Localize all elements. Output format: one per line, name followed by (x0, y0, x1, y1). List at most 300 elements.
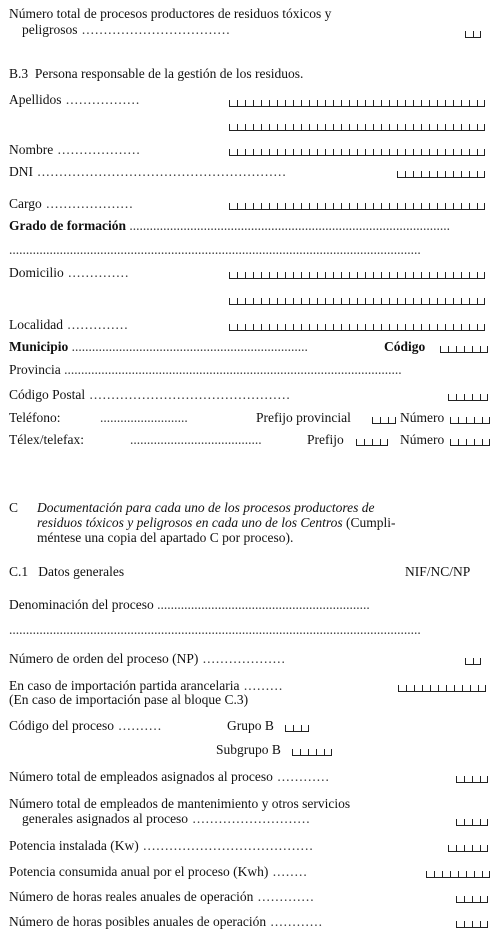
char-cell[interactable] (456, 845, 464, 852)
char-cell[interactable] (405, 203, 413, 210)
char-cell[interactable] (448, 346, 456, 353)
char-cell[interactable] (405, 124, 413, 131)
char-cell[interactable] (325, 272, 333, 279)
char-cell[interactable] (373, 203, 381, 210)
char-cell[interactable] (245, 149, 253, 156)
char-cell[interactable] (285, 725, 293, 732)
char-cell[interactable] (237, 100, 245, 107)
char-cell[interactable] (421, 149, 429, 156)
domicilio-field-1[interactable] (229, 268, 485, 279)
char-cell[interactable] (397, 100, 405, 107)
char-cell[interactable] (317, 203, 325, 210)
char-cell[interactable] (461, 298, 469, 305)
char-cell[interactable] (372, 439, 380, 446)
char-cell[interactable] (357, 272, 365, 279)
char-cell[interactable] (472, 776, 480, 783)
char-cell[interactable] (421, 124, 429, 131)
char-cell[interactable] (325, 298, 333, 305)
char-cell[interactable] (480, 921, 488, 928)
char-cell[interactable] (472, 346, 480, 353)
char-cell[interactable] (341, 298, 349, 305)
char-cell[interactable] (472, 819, 480, 826)
char-cell[interactable] (309, 100, 317, 107)
char-cell[interactable] (381, 203, 389, 210)
char-cell[interactable] (245, 100, 253, 107)
char-cell[interactable] (341, 100, 349, 107)
char-cell[interactable] (474, 871, 482, 878)
char-cell[interactable] (301, 100, 309, 107)
char-cell[interactable] (445, 272, 453, 279)
char-cell[interactable] (469, 124, 477, 131)
char-cell[interactable] (480, 845, 488, 852)
char-cell[interactable] (277, 272, 285, 279)
char-cell[interactable] (445, 298, 453, 305)
char-cell[interactable] (456, 346, 464, 353)
localidad-field[interactable] (229, 320, 485, 331)
char-cell[interactable] (293, 100, 301, 107)
char-cell[interactable] (333, 124, 341, 131)
char-cell[interactable] (389, 100, 397, 107)
char-cell[interactable] (301, 324, 309, 331)
char-cell[interactable] (237, 298, 245, 305)
char-cell[interactable] (269, 298, 277, 305)
char-cell[interactable] (324, 749, 332, 756)
total-procesos-field[interactable] (465, 27, 481, 38)
char-cell[interactable] (456, 896, 464, 903)
char-cell[interactable] (301, 124, 309, 131)
char-cell[interactable] (333, 324, 341, 331)
char-cell[interactable] (229, 272, 237, 279)
char-cell[interactable] (450, 439, 458, 446)
char-cell[interactable] (229, 298, 237, 305)
char-cell[interactable] (269, 124, 277, 131)
char-cell[interactable] (469, 272, 477, 279)
dni-field[interactable] (397, 167, 485, 178)
char-cell[interactable] (397, 298, 405, 305)
numero-orden-field[interactable] (465, 654, 481, 665)
char-cell[interactable] (398, 685, 406, 692)
char-cell[interactable] (237, 149, 245, 156)
char-cell[interactable] (480, 394, 488, 401)
telex-numero-field[interactable] (450, 435, 490, 446)
char-cell[interactable] (333, 149, 341, 156)
char-cell[interactable] (429, 324, 437, 331)
char-cell[interactable] (341, 203, 349, 210)
char-cell[interactable] (477, 203, 485, 210)
mantenimiento-field[interactable] (456, 815, 488, 826)
char-cell[interactable] (341, 149, 349, 156)
char-cell[interactable] (456, 394, 464, 401)
grado-continuation-line[interactable]: .......................................................................................................................... (9, 242, 421, 257)
char-cell[interactable] (229, 149, 237, 156)
char-cell[interactable] (480, 776, 488, 783)
char-cell[interactable] (437, 324, 445, 331)
char-cell[interactable] (308, 749, 316, 756)
char-cell[interactable] (413, 298, 421, 305)
char-cell[interactable] (269, 203, 277, 210)
char-cell[interactable] (372, 417, 380, 424)
char-cell[interactable] (482, 871, 490, 878)
char-cell[interactable] (413, 203, 421, 210)
char-cell[interactable] (341, 324, 349, 331)
char-cell[interactable] (440, 346, 448, 353)
char-cell[interactable] (437, 124, 445, 131)
char-cell[interactable] (413, 171, 421, 178)
char-cell[interactable] (421, 324, 429, 331)
char-cell[interactable] (429, 298, 437, 305)
char-cell[interactable] (316, 749, 324, 756)
char-cell[interactable] (356, 439, 364, 446)
char-cell[interactable] (458, 439, 466, 446)
char-cell[interactable] (309, 324, 317, 331)
char-cell[interactable] (389, 298, 397, 305)
char-cell[interactable] (333, 272, 341, 279)
char-cell[interactable] (474, 439, 482, 446)
char-cell[interactable] (445, 324, 453, 331)
char-cell[interactable] (285, 203, 293, 210)
char-cell[interactable] (453, 298, 461, 305)
char-cell[interactable] (453, 324, 461, 331)
char-cell[interactable] (365, 203, 373, 210)
char-cell[interactable] (253, 203, 261, 210)
char-cell[interactable] (349, 324, 357, 331)
char-cell[interactable] (438, 685, 446, 692)
potencia-instalada-field[interactable] (448, 841, 488, 852)
char-cell[interactable] (309, 272, 317, 279)
char-cell[interactable] (365, 272, 373, 279)
char-cell[interactable] (333, 100, 341, 107)
char-cell[interactable] (421, 298, 429, 305)
char-cell[interactable] (381, 298, 389, 305)
char-cell[interactable] (453, 203, 461, 210)
telefono-numero-field[interactable] (450, 413, 490, 424)
char-cell[interactable] (301, 272, 309, 279)
char-cell[interactable] (482, 417, 490, 424)
char-cell[interactable] (325, 149, 333, 156)
char-cell[interactable] (397, 324, 405, 331)
potencia-consumida-field[interactable] (426, 867, 490, 878)
char-cell[interactable] (357, 100, 365, 107)
char-cell[interactable] (293, 124, 301, 131)
char-cell[interactable] (293, 272, 301, 279)
char-cell[interactable] (309, 203, 317, 210)
char-cell[interactable] (373, 100, 381, 107)
char-cell[interactable] (245, 124, 253, 131)
char-cell[interactable] (325, 203, 333, 210)
char-cell[interactable] (245, 203, 253, 210)
char-cell[interactable] (477, 124, 485, 131)
char-cell[interactable] (389, 272, 397, 279)
char-cell[interactable] (456, 819, 464, 826)
char-cell[interactable] (237, 324, 245, 331)
char-cell[interactable] (333, 203, 341, 210)
char-cell[interactable] (472, 394, 480, 401)
char-cell[interactable] (453, 124, 461, 131)
char-cell[interactable] (464, 394, 472, 401)
char-cell[interactable] (405, 272, 413, 279)
char-cell[interactable] (309, 149, 317, 156)
char-cell[interactable] (277, 149, 285, 156)
char-cell[interactable] (357, 324, 365, 331)
char-cell[interactable] (317, 100, 325, 107)
char-cell[interactable] (285, 100, 293, 107)
char-cell[interactable] (349, 272, 357, 279)
char-cell[interactable] (381, 324, 389, 331)
char-cell[interactable] (477, 324, 485, 331)
char-cell[interactable] (237, 272, 245, 279)
char-cell[interactable] (277, 298, 285, 305)
char-cell[interactable] (429, 171, 437, 178)
char-cell[interactable] (437, 149, 445, 156)
char-cell[interactable] (317, 298, 325, 305)
char-cell[interactable] (464, 776, 472, 783)
char-cell[interactable] (445, 171, 453, 178)
empleados-field[interactable] (456, 772, 488, 783)
char-cell[interactable] (229, 100, 237, 107)
char-cell[interactable] (405, 171, 413, 178)
char-cell[interactable] (253, 298, 261, 305)
prefijo-field[interactable] (356, 435, 388, 446)
char-cell[interactable] (461, 324, 469, 331)
char-cell[interactable] (466, 871, 474, 878)
char-cell[interactable] (397, 124, 405, 131)
char-cell[interactable] (292, 749, 300, 756)
char-cell[interactable] (437, 100, 445, 107)
char-cell[interactable] (477, 171, 485, 178)
char-cell[interactable] (405, 324, 413, 331)
char-cell[interactable] (464, 346, 472, 353)
char-cell[interactable] (480, 896, 488, 903)
char-cell[interactable] (388, 417, 396, 424)
char-cell[interactable] (373, 298, 381, 305)
horas-reales-field[interactable] (456, 892, 488, 903)
char-cell[interactable] (437, 203, 445, 210)
char-cell[interactable] (437, 171, 445, 178)
char-cell[interactable] (229, 324, 237, 331)
char-cell[interactable] (269, 272, 277, 279)
char-cell[interactable] (229, 124, 237, 131)
char-cell[interactable] (450, 871, 458, 878)
apellidos-field-2[interactable] (229, 120, 485, 131)
char-cell[interactable] (269, 100, 277, 107)
char-cell[interactable] (405, 298, 413, 305)
char-cell[interactable] (397, 171, 405, 178)
char-cell[interactable] (300, 749, 308, 756)
char-cell[interactable] (470, 685, 478, 692)
char-cell[interactable] (373, 124, 381, 131)
char-cell[interactable] (421, 100, 429, 107)
char-cell[interactable] (477, 100, 485, 107)
denominacion-continuation-line[interactable]: .......................................................................................................................... (9, 622, 421, 637)
cargo-field[interactable] (229, 199, 485, 210)
char-cell[interactable] (245, 298, 253, 305)
char-cell[interactable] (456, 776, 464, 783)
char-cell[interactable] (453, 149, 461, 156)
char-cell[interactable] (421, 272, 429, 279)
char-cell[interactable] (461, 149, 469, 156)
char-cell[interactable] (357, 298, 365, 305)
char-cell[interactable] (349, 203, 357, 210)
char-cell[interactable] (389, 203, 397, 210)
char-cell[interactable] (373, 149, 381, 156)
char-cell[interactable] (469, 100, 477, 107)
char-cell[interactable] (482, 439, 490, 446)
char-cell[interactable] (237, 124, 245, 131)
char-cell[interactable] (261, 272, 269, 279)
char-cell[interactable] (397, 203, 405, 210)
char-cell[interactable] (301, 725, 309, 732)
char-cell[interactable] (325, 124, 333, 131)
char-cell[interactable] (461, 100, 469, 107)
char-cell[interactable] (445, 124, 453, 131)
char-cell[interactable] (429, 203, 437, 210)
char-cell[interactable] (437, 272, 445, 279)
char-cell[interactable] (380, 439, 388, 446)
char-cell[interactable] (381, 149, 389, 156)
char-cell[interactable] (442, 871, 450, 878)
char-cell[interactable] (253, 324, 261, 331)
char-cell[interactable] (365, 298, 373, 305)
partida-arancelaria-field[interactable] (398, 681, 486, 692)
char-cell[interactable] (357, 203, 365, 210)
char-cell[interactable] (464, 845, 472, 852)
char-cell[interactable] (429, 124, 437, 131)
char-cell[interactable] (269, 149, 277, 156)
char-cell[interactable] (421, 171, 429, 178)
char-cell[interactable] (237, 203, 245, 210)
char-cell[interactable] (450, 417, 458, 424)
char-cell[interactable] (413, 100, 421, 107)
char-cell[interactable] (413, 272, 421, 279)
char-cell[interactable] (472, 921, 480, 928)
char-cell[interactable] (269, 324, 277, 331)
char-cell[interactable] (466, 417, 474, 424)
char-cell[interactable] (373, 272, 381, 279)
char-cell[interactable] (477, 149, 485, 156)
char-cell[interactable] (365, 149, 373, 156)
char-cell[interactable] (469, 149, 477, 156)
char-cell[interactable] (357, 124, 365, 131)
char-cell[interactable] (454, 685, 462, 692)
char-cell[interactable] (480, 346, 488, 353)
char-cell[interactable] (434, 871, 442, 878)
char-cell[interactable] (448, 845, 456, 852)
char-cell[interactable] (448, 394, 456, 401)
char-cell[interactable] (325, 324, 333, 331)
char-cell[interactable] (458, 871, 466, 878)
char-cell[interactable] (293, 203, 301, 210)
grupo-field[interactable] (285, 721, 309, 732)
char-cell[interactable] (317, 149, 325, 156)
char-cell[interactable] (365, 100, 373, 107)
char-cell[interactable] (277, 324, 285, 331)
char-cell[interactable] (429, 272, 437, 279)
char-cell[interactable] (429, 100, 437, 107)
apellidos-field-1[interactable] (229, 96, 485, 107)
char-cell[interactable] (426, 871, 434, 878)
char-cell[interactable] (229, 203, 237, 210)
char-cell[interactable] (464, 819, 472, 826)
char-cell[interactable] (458, 417, 466, 424)
subgrupo-field[interactable] (292, 745, 332, 756)
char-cell[interactable] (477, 272, 485, 279)
char-cell[interactable] (429, 149, 437, 156)
char-cell[interactable] (349, 298, 357, 305)
char-cell[interactable] (445, 100, 453, 107)
char-cell[interactable] (472, 845, 480, 852)
char-cell[interactable] (453, 100, 461, 107)
char-cell[interactable] (381, 272, 389, 279)
char-cell[interactable] (285, 298, 293, 305)
char-cell[interactable] (453, 272, 461, 279)
codigo-postal-field[interactable] (448, 390, 488, 401)
char-cell[interactable] (461, 272, 469, 279)
char-cell[interactable] (253, 272, 261, 279)
prefijo-provincial-field[interactable] (372, 413, 396, 424)
char-cell[interactable] (380, 417, 388, 424)
char-cell[interactable] (261, 100, 269, 107)
char-cell[interactable] (461, 203, 469, 210)
char-cell[interactable] (277, 124, 285, 131)
char-cell[interactable] (462, 685, 470, 692)
char-cell[interactable] (317, 324, 325, 331)
char-cell[interactable] (422, 685, 430, 692)
char-cell[interactable] (389, 124, 397, 131)
char-cell[interactable] (293, 298, 301, 305)
char-cell[interactable] (277, 203, 285, 210)
char-cell[interactable] (373, 324, 381, 331)
char-cell[interactable] (413, 124, 421, 131)
char-cell[interactable] (406, 685, 414, 692)
char-cell[interactable] (293, 725, 301, 732)
char-cell[interactable] (413, 149, 421, 156)
char-cell[interactable] (397, 149, 405, 156)
char-cell[interactable] (349, 124, 357, 131)
char-cell[interactable] (405, 149, 413, 156)
char-cell[interactable] (445, 149, 453, 156)
char-cell[interactable] (464, 921, 472, 928)
char-cell[interactable] (381, 124, 389, 131)
char-cell[interactable] (261, 324, 269, 331)
char-cell[interactable] (405, 100, 413, 107)
char-cell[interactable] (421, 203, 429, 210)
char-cell[interactable] (469, 324, 477, 331)
char-cell[interactable] (464, 896, 472, 903)
char-cell[interactable] (285, 149, 293, 156)
char-cell[interactable] (317, 272, 325, 279)
char-cell[interactable] (317, 124, 325, 131)
char-cell[interactable] (301, 298, 309, 305)
char-cell[interactable] (349, 100, 357, 107)
char-cell[interactable] (341, 272, 349, 279)
char-cell[interactable] (472, 896, 480, 903)
char-cell[interactable] (389, 149, 397, 156)
char-cell[interactable] (341, 124, 349, 131)
char-cell[interactable] (466, 439, 474, 446)
char-cell[interactable] (453, 171, 461, 178)
char-cell[interactable] (414, 685, 422, 692)
char-cell[interactable] (261, 203, 269, 210)
char-cell[interactable] (469, 203, 477, 210)
char-cell[interactable] (478, 685, 486, 692)
char-cell[interactable] (309, 124, 317, 131)
char-cell[interactable] (413, 324, 421, 331)
char-cell[interactable] (469, 298, 477, 305)
char-cell[interactable] (285, 324, 293, 331)
char-cell[interactable] (364, 439, 372, 446)
char-cell[interactable] (293, 149, 301, 156)
char-cell[interactable] (461, 171, 469, 178)
